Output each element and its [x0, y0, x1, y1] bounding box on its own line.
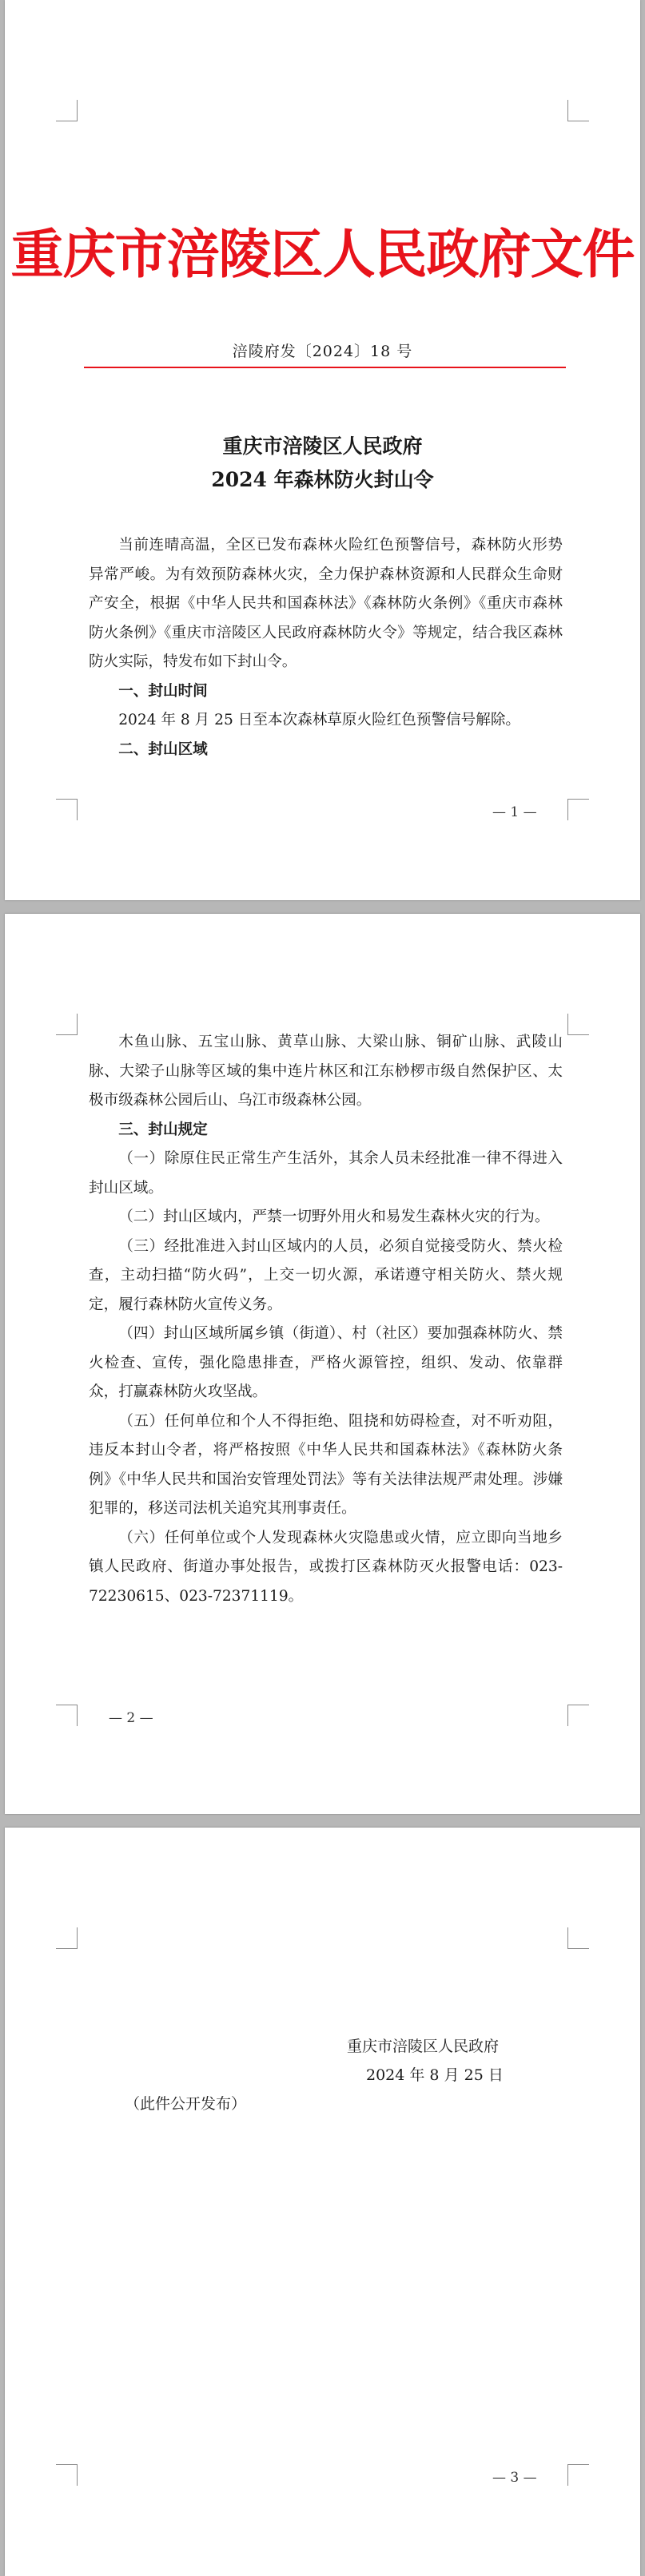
page-1-body — [89, 531, 563, 764]
page-2-body — [89, 1028, 563, 1611]
body-paragraph: （四）封山区域所属乡镇（街道）、村（社区）要加强森林防火、禁火检查、宣传，强化隐患排查，严格火源管控，组织、发动、依靠群众，打赢森林防火攻坚战。 — [89, 1325, 563, 1400]
page-number: — 3 — — [492, 2470, 537, 2486]
crop-mark — [567, 100, 589, 121]
document-page-1 — [5, 0, 640, 900]
body-paragraph: （二）封山区域内，严禁一切野外用火和易发生森林火灾的行为。 — [118, 1209, 550, 1225]
publication-note: （此件公开发布） — [125, 2095, 247, 2113]
body-paragraph: （一）除原住民正常生产生活外，其余人员未经批准一律不得进入封山区域。 — [89, 1150, 563, 1197]
body-paragraph: （三）经批准进入封山区域内的人员，必须自觉接受防火、禁火检查，主动扫描“防火码”，上交一切火源，承诺遵守相关防火、禁火规定，履行森林防火宣传义务。 — [89, 1237, 563, 1313]
crop-mark — [567, 1927, 589, 1949]
signing-organization: 重庆市涪陵区人民政府 — [347, 2038, 500, 2055]
crop-mark — [56, 799, 78, 820]
document-page-3 — [5, 1828, 640, 2576]
crop-mark — [56, 1927, 78, 1949]
crop-mark — [56, 1705, 78, 1726]
page-number: — 2 — — [109, 1710, 153, 1726]
crop-mark — [56, 100, 78, 121]
document-title-line-1: 重庆市涪陵区人民政府 — [222, 435, 423, 458]
signing-date: 2024 年 8 月 25 日 — [366, 2066, 504, 2084]
crop-mark — [567, 2464, 589, 2486]
document-title-line-2: 2024 年森林防火封山令 — [211, 468, 434, 491]
section-heading: 一、封山时间 — [118, 682, 208, 700]
section-heading: 三、封山规定 — [118, 1121, 208, 1138]
body-paragraph: 木鱼山脉、五宝山脉、黄草山脉、大梁山脉、铜矿山脉、武陵山脉、大梁子山脉等区域的集中连片林区和江东桫椤市级自然保护区、太极市级森林公园后山、乌江市级森林公园。 — [89, 1034, 563, 1109]
document-number: 涪陵府发〔2024〕18 号 — [232, 343, 413, 360]
body-paragraph: 当前连晴高温，全区已发布森林火险红色预警信号，森林防火形势异常严峻。为有效预防森林火灾，全力保护森林资源和人民群众生命财产安全，根据《中华人民共和国森林法》《森林防火条例》《重庆市森林防火条例》《重庆市涪陵区人民政府森林防火令》等规定，结合我区森林防火实际，特发布如下封山令。 — [89, 537, 563, 670]
document-title — [5, 430, 640, 497]
red-divider-line — [84, 367, 566, 368]
crop-mark — [567, 1705, 589, 1726]
body-paragraph: 2024 年 8 月 25 日至本次森林草原火险红色预警信号解除。 — [118, 712, 521, 728]
crop-mark — [56, 1014, 78, 1035]
body-paragraph: （五）任何单位和个人不得拒绝、阻挠和妨碍检查，对不听劝阻，违反本封山令者，将严格按照《中华人民共和国森林法》《森林防火条例》《中华人民共和国治安管理处罚法》等有关法律法规严肃处理。涉嫌犯罪的，移送司法机关追究其刑事责任。 — [89, 1412, 563, 1517]
red-header-title: 重庆市涪陵区人民政府文件 — [10, 223, 635, 285]
section-heading: 二、封山区域 — [118, 740, 208, 758]
page-number: — 1 — — [492, 804, 537, 820]
crop-mark — [56, 2464, 78, 2486]
document-page-2 — [5, 914, 640, 1814]
crop-mark — [567, 799, 589, 820]
crop-mark — [567, 1014, 589, 1035]
body-paragraph: （六）任何单位或个人发现森林火灾隐患或火情，应立即向当地乡镇人民政府、街道办事处报告，或拨打区森林防灭火报警电话：023-72230615、023-72371119。 — [89, 1529, 563, 1605]
